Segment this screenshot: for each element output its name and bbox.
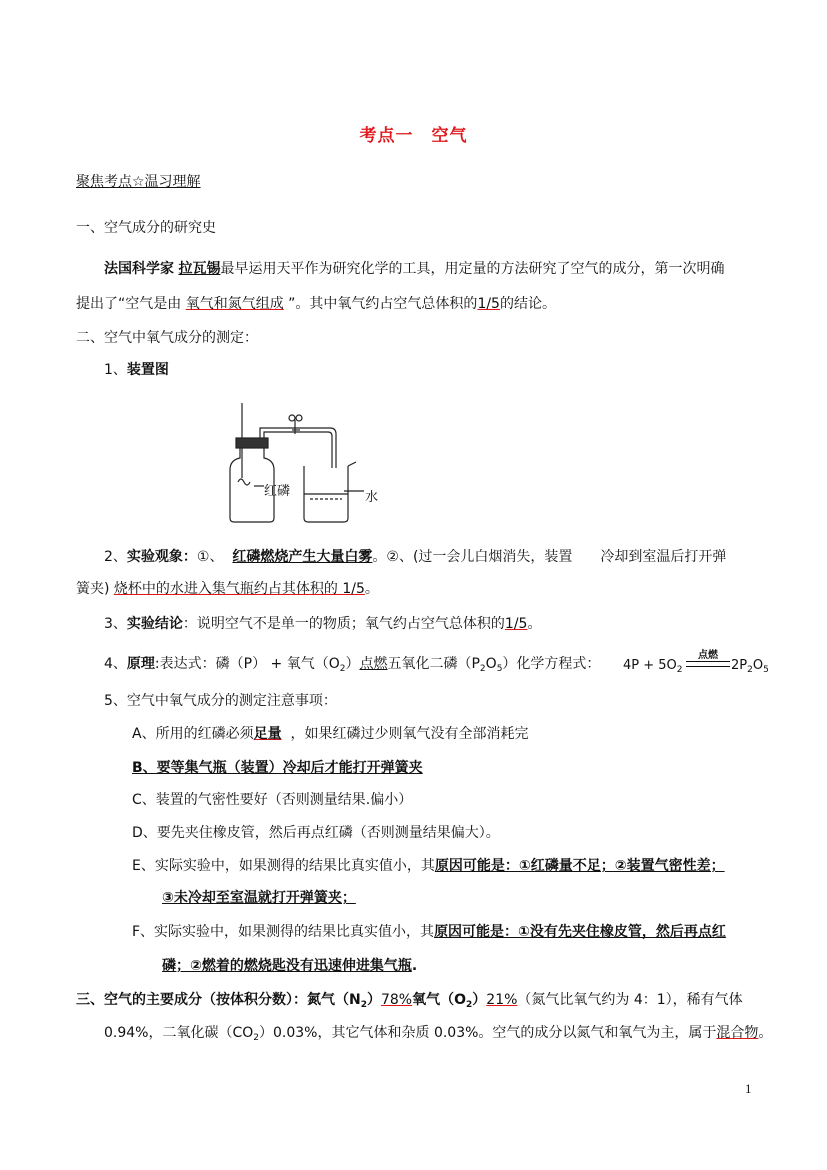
document-title: 考点一 空气 bbox=[359, 126, 468, 146]
subscript: 2 bbox=[360, 1000, 367, 1010]
text: ） bbox=[472, 992, 487, 1008]
item-number: 2、 bbox=[104, 549, 127, 565]
precaution-a bbox=[132, 724, 528, 744]
red-phosphorus bbox=[238, 479, 250, 485]
precaution-d: D、要先夹住橡皮管，然后再点红磷（否则测量结果偏大）。 bbox=[132, 825, 500, 841]
emphasis: 磷；②燃着的燃烧匙没有迅速伸进集气瓶 bbox=[162, 958, 412, 974]
air-composition-line2 bbox=[104, 1023, 772, 1048]
reaction-condition: 点燃 bbox=[359, 656, 388, 672]
subscript: 2 bbox=[479, 664, 486, 674]
nitrogen-percent: 78% bbox=[380, 992, 413, 1008]
apparatus-diagram bbox=[220, 398, 380, 526]
paragraph-lavoisier-line2 bbox=[76, 294, 556, 314]
clamp-loop bbox=[289, 415, 295, 421]
text: :表达式：磷（P） + 氧气（O bbox=[154, 656, 340, 672]
precaution-e-line2: ③未冷却至室温就打开弹簧夹； bbox=[162, 890, 356, 906]
text: ：说明空气不是单一的物质；氧气约占空气总体积的 bbox=[182, 616, 505, 632]
precaution-e-line1 bbox=[132, 856, 725, 876]
air-composition-line1 bbox=[76, 990, 743, 1015]
text: 氧气（O bbox=[412, 992, 467, 1008]
item-precautions-heading: 5、空气中氧气成分的测定注意事项： bbox=[104, 693, 337, 709]
heading-research-history: 一、空气成分的研究史 bbox=[76, 220, 216, 236]
item-number: 1、 bbox=[104, 362, 127, 378]
item-apparatus bbox=[104, 360, 169, 380]
text: ） bbox=[366, 992, 381, 1008]
text: ）化学方程式： bbox=[502, 656, 601, 672]
item-number: 3、 bbox=[104, 616, 127, 632]
page-number: 1 bbox=[745, 1081, 752, 1096]
blank-answer: 红磷燃烧产生大量白雾 bbox=[232, 549, 373, 565]
text: 五氧化二磷（P bbox=[387, 656, 480, 672]
blank-answer: 足量 bbox=[253, 726, 282, 742]
section-heading: 聚焦考点☆温习理解 bbox=[76, 174, 201, 190]
text: 法国科学家 bbox=[104, 261, 174, 277]
text: E、实际实验中，如果测得的结果比真实值小，其 bbox=[132, 858, 435, 874]
blank-answer: 1/5 bbox=[477, 296, 500, 312]
precaution-f-line2 bbox=[162, 956, 417, 976]
text: . bbox=[411, 958, 418, 974]
text: 4P + 5O bbox=[623, 658, 677, 673]
text: 簧夹) bbox=[76, 581, 110, 597]
text: O bbox=[485, 656, 497, 672]
item-observation-line1 bbox=[104, 547, 726, 567]
item-observation-line2 bbox=[76, 579, 379, 599]
text: ”。其中氧气约占空气总体积的 bbox=[288, 296, 478, 312]
subscript: 2 bbox=[339, 664, 346, 674]
item-label: 实验观象： bbox=[126, 549, 197, 565]
item-principle bbox=[104, 654, 600, 679]
equation-condition: 点燃 bbox=[698, 650, 718, 661]
heading-text: 三、空气的主要成分（按体积分数）：氮气（N bbox=[76, 992, 361, 1008]
chemical-equation-left bbox=[623, 656, 683, 680]
equation-equals-sign bbox=[686, 661, 730, 667]
item-number: 4、 bbox=[104, 656, 127, 672]
blank-answer: 混合物 bbox=[716, 1025, 759, 1041]
text: 。 bbox=[527, 616, 542, 632]
item-label: 实验结论 bbox=[126, 616, 183, 632]
text: A、所用的红磷必须 bbox=[132, 726, 254, 742]
subscript: 2 bbox=[747, 665, 753, 675]
text: 的结论。 bbox=[499, 296, 556, 312]
text: ）0.03%，其它气体和杂质 0.03%。空气的成分以氮气和氧气为主，属于 bbox=[259, 1025, 717, 1041]
blank-answer: 氧气和氮气组成 bbox=[185, 296, 284, 312]
subscript: 2 bbox=[676, 665, 683, 675]
text: ①、 bbox=[196, 549, 224, 565]
subscript: 5 bbox=[496, 664, 503, 674]
label-red-phosphorus: 红磷 bbox=[264, 484, 291, 499]
subscript: 5 bbox=[763, 665, 769, 675]
chemical-equation-right bbox=[731, 656, 769, 680]
text: O bbox=[752, 658, 764, 673]
text: ） bbox=[345, 656, 360, 672]
item-conclusion bbox=[104, 614, 541, 634]
text: 。②、(过一会儿白烟消失，装置 冷却到室温后打开弹 bbox=[372, 549, 727, 565]
text: 。 bbox=[364, 581, 379, 597]
paragraph-lavoisier-line1 bbox=[104, 259, 724, 279]
precaution-b: B、要等集气瓶（装置）冷却后才能打开弹簧夹 bbox=[132, 760, 423, 776]
emphasis: 原因可能是：①红磷量不足；②装置气密性差； bbox=[434, 858, 725, 874]
text: （氮气比氧气约为 4：1），稀有气体 bbox=[517, 992, 743, 1008]
subscript: 2 bbox=[466, 1000, 473, 1010]
scientist-name: 拉瓦锡 bbox=[178, 261, 221, 277]
emphasis: 原因可能是：①没有先夹住橡皮管，然后再点红 bbox=[434, 924, 726, 940]
heading-oxygen-measurement: 二、空气中氧气成分的测定： bbox=[76, 330, 258, 346]
blank-answer: 烧杯中的水进入集气瓶约占其体积的 1/5 bbox=[113, 581, 365, 597]
item-label: 装置图 bbox=[126, 362, 169, 378]
precaution-c: C、装置的气密性要好（否则测量结果.偏小） bbox=[132, 792, 413, 808]
precaution-f-line1 bbox=[132, 922, 726, 942]
oxygen-percent: 21% bbox=[486, 992, 518, 1008]
text: 最早运用天平作为研究化学的工具，用定量的方法研究了空气的成分，第一次明确 bbox=[220, 261, 725, 277]
text: 2P bbox=[731, 658, 748, 673]
text: F、实际实验中，如果测得的结果比真实值小，其 bbox=[132, 924, 435, 940]
blank-answer: 1/5 bbox=[504, 616, 528, 632]
text: 0.94%，二氧化碳（CO bbox=[104, 1025, 254, 1041]
rubber-stopper bbox=[236, 438, 268, 448]
text: ，如果红磷过少则氧气没有全部消耗完 bbox=[290, 726, 529, 742]
label-water: 水 bbox=[365, 490, 379, 505]
text: 。 bbox=[758, 1025, 773, 1041]
subscript: 2 bbox=[253, 1033, 260, 1043]
item-label: 原理 bbox=[126, 656, 155, 672]
text: 提出了“空气是由 bbox=[76, 296, 182, 312]
